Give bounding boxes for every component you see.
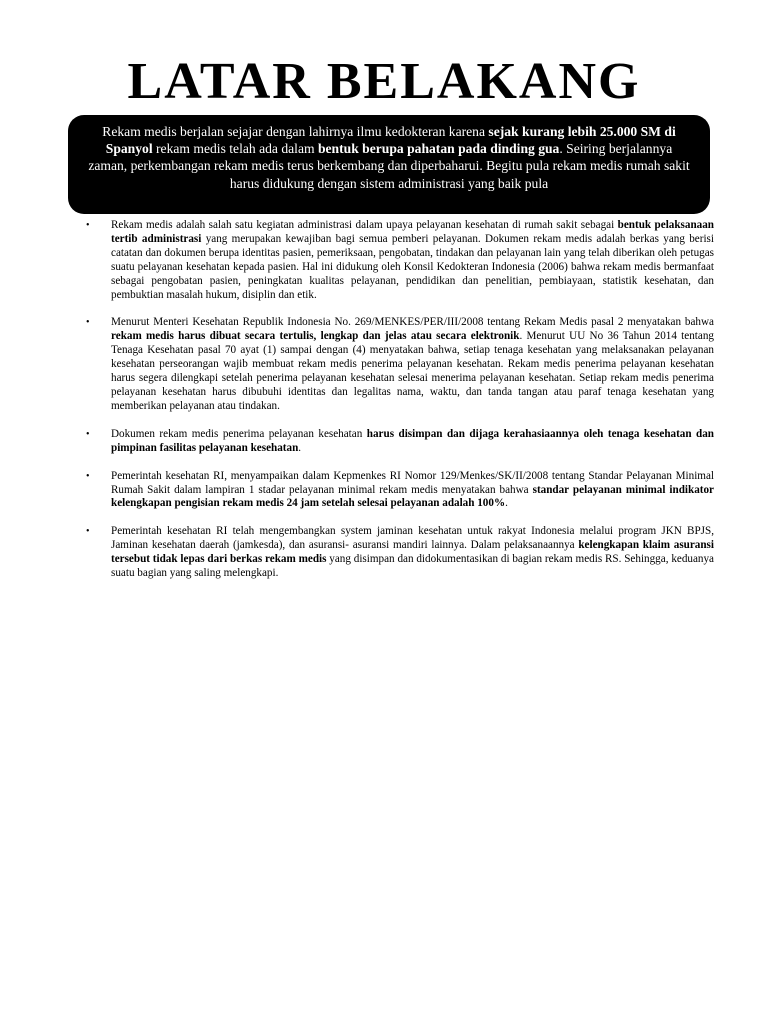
bullet-text: Menurut Menteri Kesehatan Republik Indonesia No. 269/MENKES/PER/III/2008 tentang Rekam Medis pasal 2 menyatakan bahwa	[111, 316, 714, 329]
intro-text-1: Rekam medis berjalan sejajar dengan lahirnya ilmu kedokteran karena	[102, 124, 489, 139]
bullet-item-3	[84, 428, 714, 456]
bullet-list	[84, 219, 714, 595]
bullet-bold: rekam medis harus dibuat secara tertulis, lengkap dan jelas atau secara elektronik	[111, 330, 520, 343]
bullet-text: Pemerintah kesehatan RI telah mengembangkan system jaminan kesehatan untuk rakyat Indonesia melalui program JKN BPJS, Jaminan kesehatan daerah (jamkesda), dan asuransi- asuransi mandiri lainnya. Dalam pelaksanaannya	[111, 525, 714, 552]
bullet-text: .	[298, 441, 302, 454]
bullet-item-1	[84, 219, 714, 302]
bullet-text: Pemerintah kesehatan RI, menyampaikan dalam Kepmenkes RI Nomor 129/Menkes/SK/II/2008 tentang Standar Pelayanan Minimal Rumah Sakit dalam lampiran 1 stadar pelayanan minimal rekam medis menyatakan bahwa	[111, 469, 714, 496]
intro-bold-1: sejak kurang lebih 25.000 SM di Spanyol	[105, 124, 676, 157]
intro-text-3: . Seiring berjalannya zaman, perkembangan rekam medis terus berkembang dan diperbaharui. Begitu pula rekam medis rumah sakit harus didukung dengan sistem administrasi yang baik pula	[88, 141, 690, 191]
bullet-icon: •	[86, 428, 90, 440]
bullet-bold: harus disimpan dan dijaga kerahasiaannya oleh tenaga kesehatan dan pimpinan fasilitas pelayanan kesehatan	[111, 427, 714, 454]
bullet-bold: bentuk pelaksanaan tertib administrasi	[111, 219, 714, 245]
bullet-icon: •	[86, 317, 90, 329]
bullet-item-4	[84, 470, 714, 512]
bullet-icon: •	[86, 470, 90, 482]
page-title: LATAR BELAKANG	[127, 53, 641, 110]
bullet-icon: •	[86, 526, 90, 538]
bullet-bold: standar pelayanan minimal indikator kelengkapan pengisian rekam medis 24 jam setelah selesai pelayanan adalah 100%	[111, 483, 714, 510]
bullet-text: yang merupakan kewajiban bagi semua pemberi pelayanan. Dokumen rekam medis adalah berkas yang berisi catatan dan dokumen berupa identitas pasien, pemeriksaan, pengobatan, tindakan dan pelayanan lain yang telah diberikan oleh petugas suatu pelayanan kesehatan kepada pasien. Hal ini didukung oleh Konsil Kedokteran Indonesia (2006) bahwa rekam medis bermanfaat sebagai pengobatan pasien, peningkatan kualitas pelayanan, pendidikan dan penelitian, pembiayaan, statistik kesehatan, dan pembuktian masalah hukum, disiplin dan etik.	[111, 232, 714, 301]
intro-text-2: rekam medis telah ada dalam	[152, 141, 318, 157]
bullet-text: . Menurut UU No 36 Tahun 2014 tentang Tenaga Kesehatan pasal 70 ayat (1) sampai dengan (4) menyatakan bahwa, setiap tenaga kesehatan yang melaksanakan pelayanan kesehatan perseorangan wajib membuat rekam medis penerima pelayanan kesehatan. Rekam medis penerima pelayanan kesehatan harus segera dilengkapi setelah penerima pelayanan kesehatan selesai menerima pelayanan kesehatan. Setiap rekam medis penerima pelayanan kesehatan harus dibubuhi identitas dan legalitas nama, waktu, dan tanda tangan atau paraf tenaga kesehatan yang memberikan pelayanan atau tindakan.	[111, 330, 714, 412]
intro-callout	[68, 115, 710, 214]
bullet-text: Rekam medis adalah salah satu kegiatan administrasi dalam upaya pelayanan kesehatan di rumah sakit sebagai	[111, 219, 618, 231]
bullet-icon: •	[86, 220, 90, 231]
bullet-item-5	[84, 525, 714, 581]
bullet-text: .	[505, 497, 508, 510]
bullet-text: Dokumen rekam medis penerima pelayanan kesehatan	[111, 427, 367, 440]
intro-bold-2: bentuk berupa pahatan pada dinding gua	[317, 141, 560, 157]
bullet-text: yang disimpan dan didokumentasikan di bagian rekam medis RS. Sehingga, keduanya suatu bagian yang saling melengkapi.	[111, 553, 714, 580]
bullet-bold: kelengkapan klaim asuransi tersebut tidak lepas dari berkas rekam medis	[111, 539, 714, 566]
bullet-item-2	[84, 316, 714, 413]
